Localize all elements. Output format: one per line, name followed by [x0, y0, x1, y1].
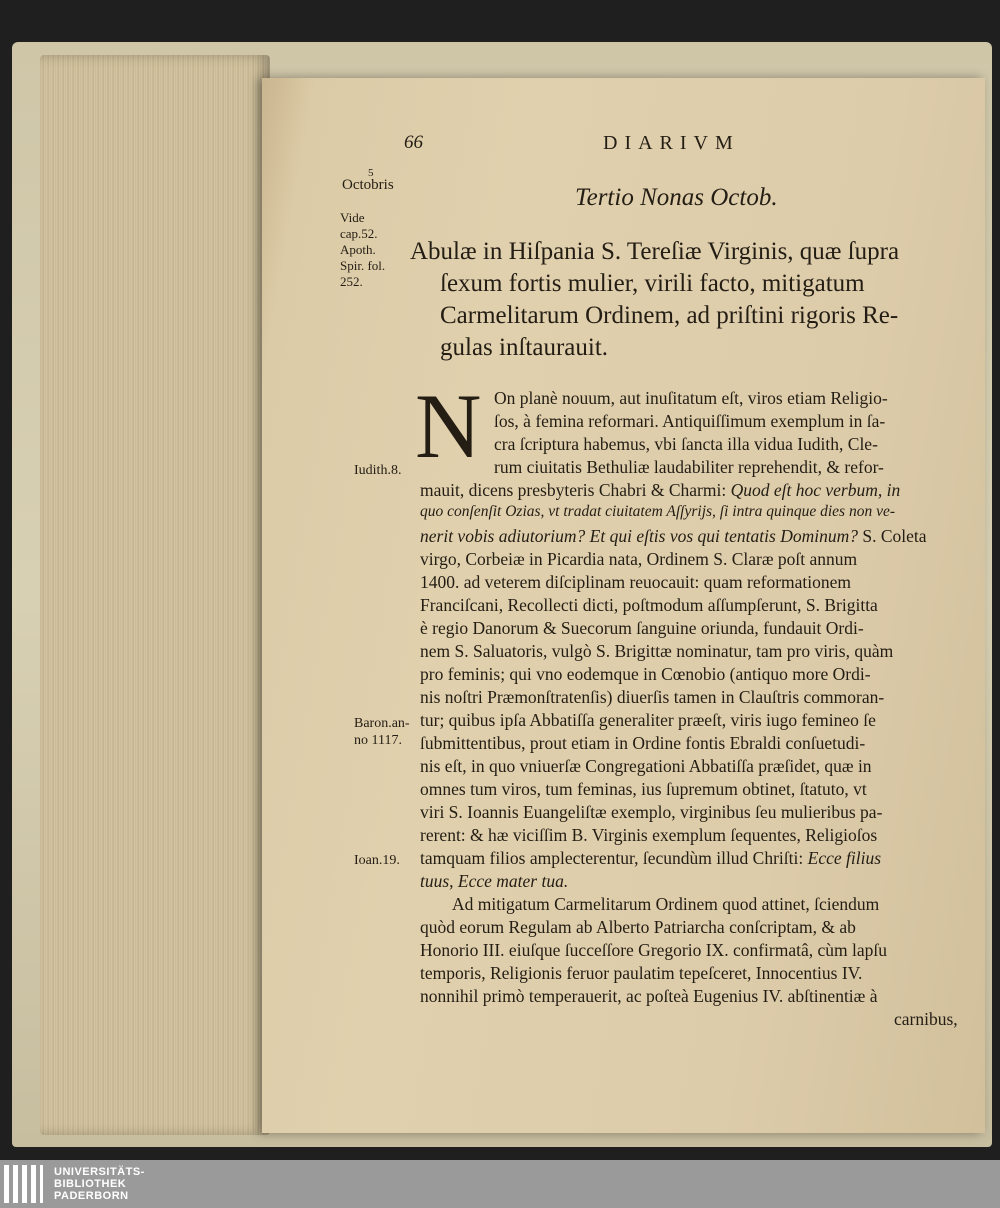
body-line: tuus, Ecce mater tua.: [420, 871, 569, 891]
italic-quote: Ecce filius: [807, 848, 882, 868]
lead-line: Abulæ in Hiſpania S. Tereſiæ Virginis, quæ ſupra: [410, 238, 900, 265]
margin-ref: no 1117.: [354, 733, 402, 748]
body-line: nerit vobis adiutorium? Et qui eſtis vos qui tentatis Dominum? S. Coleta: [420, 526, 927, 546]
body-line: Ad mitigatum Carmelitarum Ordinem quod attinet, ſciendum: [452, 894, 880, 914]
italic-quote: Quod eſt hoc verbum, in: [730, 480, 901, 500]
body-line: cra ſcriptura habemus, vbi ſancta illa vidua Iudith, Cle-: [494, 434, 878, 454]
body-line: nis noſtri Præmonſtratenſis) diuerſis tamen in Clauſtris commoran-: [420, 687, 885, 707]
lead-line: ſexum fortis mulier, virili facto, mitigatum: [440, 270, 865, 297]
library-name-line: UNIVERSITÄTS-: [54, 1166, 145, 1178]
body-line: nis eſt, in quo vniuerſæ Congregationi Abbatiſſa præſidet, quæ in: [420, 756, 872, 776]
drop-cap: N: [415, 375, 482, 477]
body-line: viri S. Ioannis Euangeliſtæ exemplo, virginibus ſeu mulieribus pa-: [420, 802, 883, 822]
body-line: nem S. Saluatoris, vulgò S. Brigittæ nominatur, tam pro viris, quàm: [420, 641, 894, 661]
body-line: 1400. ad veterem diſciplinam reuocauit: quam reformationem: [420, 572, 852, 592]
body-line: virgo, Corbeiæ in Picardia nata, Ordinem S. Claræ poſt annum: [420, 549, 858, 569]
body-line: temporis, Religionis feruor paulatim tepeſceret, Innocentius IV.: [420, 963, 863, 983]
catchword: carnibus,: [894, 1009, 958, 1029]
library-logo-icon: [4, 1165, 44, 1203]
margin-ref: Vide: [340, 210, 365, 225]
margin-ref: Baron.an-: [354, 716, 410, 731]
library-name-line: BIBLIOTHEK: [54, 1178, 127, 1190]
body-line: omnes tum viros, tum feminas, ius ſupremum obtinet, ſtatuto, vt: [420, 779, 867, 799]
page-heading: Tertio Nonas Octob.: [575, 184, 778, 211]
lead-line: gulas inſtaurauit.: [440, 334, 609, 361]
margin-ref: cap.52.: [340, 226, 378, 241]
margin-ref: 252.: [340, 274, 363, 289]
body-line: ſubmittentibus, prout etiam in Ordine fontis Ebraldi conſuetudi-: [420, 733, 866, 753]
body-line: tur; quibus ipſa Abbatiſſa generaliter præeſt, viris iugo femineo ſe: [420, 710, 876, 730]
body-line: ſos, à femina reformari. Antiquiſſimum exemplum in ſa-: [494, 411, 886, 431]
margin-ref: Spir. fol.: [340, 258, 386, 273]
saint-name: S. Coleta: [862, 526, 927, 546]
body-line: Franciſcani, Recollecti dicti, poſtmodum aſſumpſerunt, S. Brigitta: [420, 595, 878, 615]
body-line: rum ciuitatis Bethuliæ laudabiliter reprehendit, & refor-: [494, 457, 884, 477]
margin-ref: Apoth.: [340, 242, 376, 257]
library-footer: [0, 1160, 1000, 1208]
running-head: DIARIVM: [603, 132, 740, 154]
margin-ref: Ioan.19.: [354, 853, 400, 868]
library-name-line: PADERBORN: [54, 1190, 129, 1202]
body-line: è regio Danorum & Suecorum ſanguine oriunda, fundauit Ordi-: [420, 618, 864, 638]
body-line: tamquam filios amplecterentur, ſecundùm illud Chriſti: Ecce filius: [420, 848, 882, 868]
page-edges: [40, 55, 270, 1135]
margin-date-number: 5: [368, 167, 374, 179]
body-line: pro feminis; qui vno eodemque in Cœnobio (antiquo more Ordi-: [420, 664, 871, 684]
margin-ref: Iudith.8.: [354, 463, 402, 478]
body-line: On planè nouum, aut inuſitatum eſt, viros etiam Religio-: [494, 388, 888, 408]
body-line: quòd eorum Regulam ab Alberto Patriarcha conſcriptam, & ab: [420, 917, 856, 937]
body-line: nonnihil primò temperauerit, ac poſteà Eugenius IV. abſtinentiæ à: [420, 986, 878, 1006]
lead-line: Carmelitarum Ordinem, ad priſtini rigoris Re-: [440, 302, 899, 329]
body-line: Honorio III. eiuſque ſucceſſore Gregorio IX. confirmatâ, cùm lapſu: [420, 940, 887, 960]
body-line: mauit, dicens presbyteris Chabri & Charmi: Quod eſt hoc verbum, in: [420, 480, 901, 500]
margin-date-month: Octobris: [342, 177, 394, 193]
body-line: quo conſenſit Ozias, vt tradat ciuitatem Aſſyrijs, ſi intra quinque dies non ve-: [420, 503, 895, 520]
body-line: rerent: & hæ viciſſim B. Virginis exemplum ſequentes, Religioſos: [420, 825, 878, 845]
page-number: 66: [404, 132, 423, 153]
